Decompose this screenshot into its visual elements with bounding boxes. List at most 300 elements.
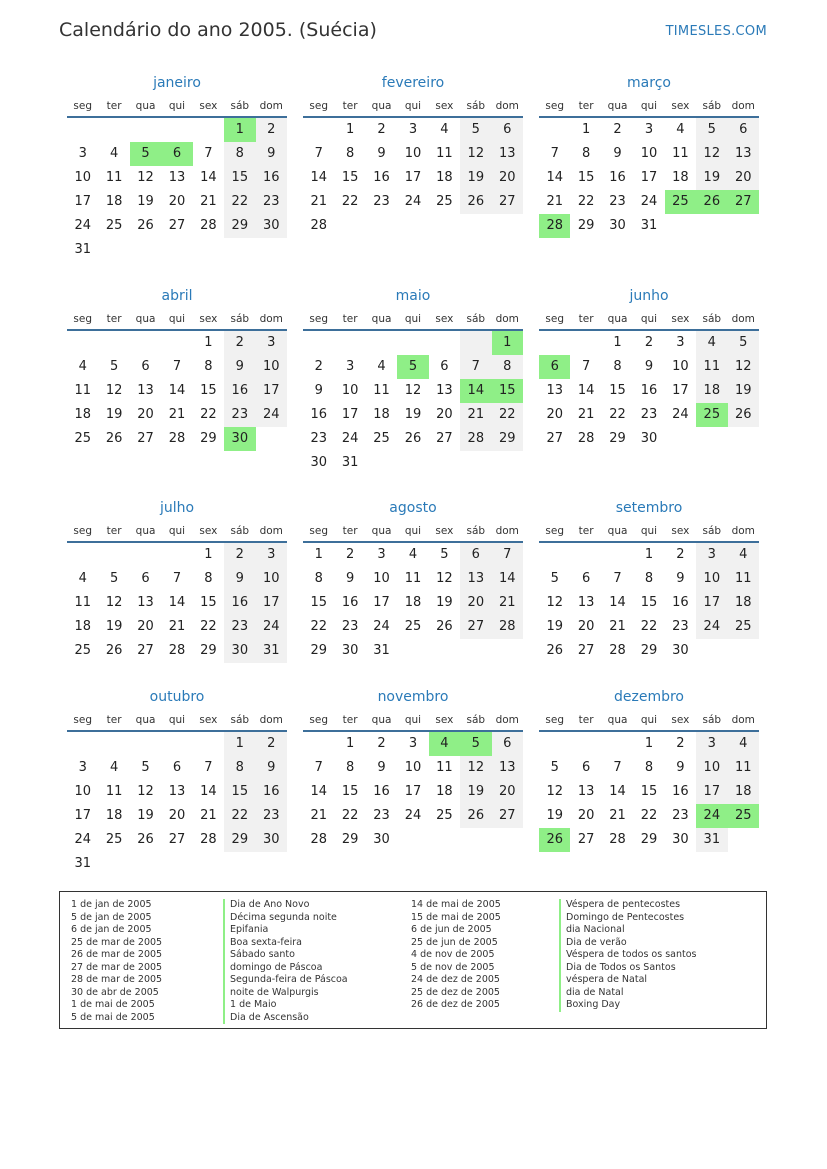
day-cell: 17	[404, 170, 422, 185]
day-cell: 18	[696, 379, 727, 403]
week-row	[67, 118, 287, 142]
holiday-name: Boxing Day	[559, 999, 696, 1012]
weekday-header	[303, 309, 523, 331]
day-cell: 6	[492, 732, 523, 756]
empty-day	[98, 543, 129, 567]
empty-day	[429, 214, 460, 238]
week-row	[303, 214, 523, 238]
day-cell: 31	[74, 242, 91, 257]
day-cell: 23	[256, 190, 287, 214]
holiday-dates-col-2	[411, 899, 501, 1012]
empty-day	[696, 639, 727, 663]
empty-day	[193, 852, 224, 876]
day-cell: 3	[676, 335, 685, 350]
holiday-names-col-2	[559, 899, 696, 1012]
day-cell: 28	[577, 431, 595, 446]
empty-day	[161, 118, 192, 142]
day-cell: 12	[404, 383, 422, 398]
month-janeiro	[67, 70, 287, 262]
weekday-header	[67, 521, 287, 543]
day-cell: 22	[341, 808, 359, 823]
day-cell: 31	[373, 643, 390, 658]
day-cell: 14	[546, 170, 563, 185]
day-cell: 3	[408, 736, 418, 751]
empty-day	[161, 543, 192, 567]
week-row	[303, 142, 523, 166]
day-cell: 28	[492, 615, 523, 639]
day-cell: 12	[460, 142, 491, 166]
day-cell: 12	[696, 142, 727, 166]
day-cell: 5	[141, 760, 150, 775]
day-cell: 24	[341, 431, 359, 446]
day-cell: 24	[404, 194, 422, 209]
month-name: outubro	[149, 689, 205, 705]
empty-day	[224, 238, 255, 262]
weekday-header	[539, 710, 759, 732]
day-cell: 14	[310, 170, 327, 185]
day-cell: 9	[345, 571, 355, 586]
day-cell: 12	[546, 595, 563, 610]
day-cell: 10	[373, 571, 390, 586]
day-cell: 1	[204, 547, 213, 562]
empty-day	[366, 331, 397, 355]
holiday-date: 25 de jun de 2005	[411, 936, 498, 948]
day-cell: 24	[74, 832, 91, 847]
day-cell: 23	[640, 407, 658, 422]
holiday-dates-col-1	[71, 899, 162, 1024]
day-cell: 3	[408, 122, 418, 137]
weekday-label: qua	[607, 313, 628, 325]
day-cell: 28	[200, 832, 217, 847]
month-setembro	[539, 495, 759, 663]
day-cell: 16	[224, 379, 255, 403]
day-cell: 8	[644, 571, 654, 586]
day-cell: 6	[581, 760, 591, 775]
day-cell: 8	[345, 146, 355, 161]
holiday-date: 14 de mai de 2005	[411, 899, 501, 910]
day-cell: 19	[546, 808, 563, 823]
day-cell: 27	[137, 431, 154, 446]
day-cell: 11	[436, 146, 453, 161]
day-cell: 24	[373, 619, 390, 634]
day-cell: 9	[256, 756, 287, 780]
day-cell: 8	[224, 756, 255, 780]
day-cell: 22	[640, 808, 658, 823]
empty-day	[429, 639, 460, 663]
day-cell: 14	[310, 784, 327, 799]
week-row	[539, 804, 759, 828]
weekday-label: sex	[671, 525, 690, 537]
empty-day	[397, 639, 428, 663]
holiday-date: 28 de mar de 2005	[71, 974, 163, 985]
day-cell: 20	[728, 166, 759, 190]
day-cell: 7	[314, 760, 323, 775]
day-cell: 16	[224, 591, 255, 615]
holiday-date: 26 de dez de 2005	[411, 999, 500, 1010]
day-cell: 25	[436, 808, 453, 823]
day-cell: 12	[546, 784, 563, 799]
day-cell: 3	[78, 146, 87, 161]
holiday-name: dia de Natal	[559, 987, 696, 1000]
day-cell: 10	[404, 146, 422, 161]
day-cell: 18	[105, 194, 123, 209]
week-row	[303, 403, 523, 427]
day-cell: 13	[577, 595, 595, 610]
day-cell: 19	[546, 619, 563, 634]
empty-day	[67, 331, 98, 355]
day-cell: 2	[224, 331, 255, 355]
empty-day	[602, 543, 633, 567]
weekday-label: sex	[435, 313, 454, 325]
weekday-header	[303, 96, 523, 118]
day-cell: 27	[168, 218, 186, 233]
empty-day	[303, 331, 334, 355]
week-row	[67, 379, 287, 403]
day-cell: 10	[640, 146, 658, 161]
week-row	[67, 756, 287, 780]
weekday-label: qua	[607, 525, 628, 537]
empty-day	[397, 828, 428, 852]
day-cell: 10	[74, 170, 91, 185]
empty-day	[161, 852, 192, 876]
week-row	[67, 615, 287, 639]
holiday-name: Dia de Ascensão	[223, 1012, 348, 1025]
holiday-names-col-1	[223, 899, 348, 1024]
day-cell: 7	[172, 359, 182, 374]
day-cell: 12	[436, 571, 453, 586]
holiday-date: 1 de mai de 2005	[71, 999, 155, 1010]
weekday-label: sex	[435, 525, 454, 537]
day-cell: 21	[577, 407, 595, 422]
day-cell: 15	[224, 780, 255, 804]
day-cell: 26	[460, 804, 491, 828]
day-cell: 6	[440, 359, 449, 374]
day-cell: 2	[314, 359, 323, 374]
day-cell: 16	[672, 595, 689, 610]
weekday-label: ter	[578, 525, 594, 537]
holiday-name: Décima segunda noite	[223, 912, 348, 925]
day-cell: 19	[137, 808, 154, 823]
day-cell: 4	[408, 547, 418, 562]
day-cell: 11	[404, 571, 422, 586]
empty-day	[130, 238, 161, 262]
day-cell: 11	[436, 760, 453, 775]
day-cell: 19	[105, 619, 123, 634]
weekday-label: ter	[342, 714, 358, 726]
weekday-label: seg	[545, 313, 565, 325]
weekday-label: dom	[259, 313, 283, 325]
empty-day	[256, 238, 287, 262]
day-cell: 3	[377, 547, 386, 562]
day-cell: 28	[609, 643, 626, 658]
holiday-name: Segunda-feira de Páscoa	[223, 974, 348, 987]
day-cell: 2	[256, 732, 287, 756]
day-cell: 16	[310, 407, 327, 422]
day-cell: 13	[728, 142, 759, 166]
day-cell: 31	[341, 455, 359, 470]
month-name: fevereiro	[381, 75, 445, 91]
weekday-label: seg	[309, 100, 329, 112]
holiday-name: Boa sexta-feira	[223, 937, 348, 950]
empty-day	[98, 118, 129, 142]
empty-day	[67, 543, 98, 567]
day-cell: 18	[672, 170, 689, 185]
weekday-label: qua	[607, 714, 628, 726]
day-cell: 26	[436, 619, 453, 634]
empty-day	[256, 852, 287, 876]
day-cell: 7	[172, 571, 182, 586]
day-cell: 29	[341, 832, 359, 847]
holiday-date: 25 de dez de 2005	[411, 986, 500, 998]
empty-day	[539, 543, 570, 567]
day-cell: 9	[644, 359, 654, 374]
day-cell: 13	[168, 784, 186, 799]
day-cell: 27	[137, 643, 154, 658]
day-cell: 12	[105, 383, 123, 398]
holiday-name: domingo de Páscoa	[223, 962, 348, 975]
day-cell: 10	[256, 567, 287, 591]
weekday-label: dom	[495, 100, 519, 112]
month-outubro	[67, 684, 287, 876]
day-cell: 2	[676, 736, 685, 751]
day-cell: 6	[492, 118, 523, 142]
day-cell: 25	[404, 619, 422, 634]
empty-day	[728, 427, 759, 451]
month-name: março	[627, 75, 671, 91]
day-cell: 24	[404, 808, 422, 823]
empty-day	[570, 732, 601, 756]
day-cell: 20	[577, 619, 595, 634]
holiday-date: 4 de nov de 2005	[411, 949, 495, 960]
week-row	[303, 567, 523, 591]
day-cell: 14	[609, 784, 626, 799]
day-cell: 9	[224, 567, 255, 591]
weekday-label: ter	[106, 714, 122, 726]
day-cell: 25	[74, 643, 91, 658]
week-row	[539, 379, 759, 403]
holiday-day: 5	[397, 355, 428, 379]
day-cell: 29	[577, 218, 595, 233]
weekday-header	[303, 710, 523, 732]
day-cell: 6	[141, 359, 150, 374]
month-name: junho	[629, 288, 669, 304]
day-cell: 4	[676, 122, 685, 137]
week-row	[303, 451, 523, 475]
day-cell: 21	[609, 808, 626, 823]
day-cell: 2	[224, 543, 255, 567]
holiday-day: 25	[665, 190, 696, 214]
week-row	[303, 331, 523, 355]
day-cell: 28	[168, 643, 186, 658]
day-cell: 1	[345, 122, 355, 137]
day-cell: 27	[492, 804, 523, 828]
holiday-name: Epifania	[223, 924, 348, 937]
day-cell: 17	[74, 808, 91, 823]
day-cell: 28	[168, 431, 186, 446]
empty-day	[161, 331, 192, 355]
day-cell: 2	[377, 122, 386, 137]
day-cell: 19	[696, 166, 727, 190]
holiday-name: Domingo de Pentecostes	[559, 912, 696, 925]
empty-day	[366, 451, 397, 475]
empty-day	[429, 828, 460, 852]
holiday-day: 6	[161, 142, 192, 166]
weekday-label: qui	[168, 100, 186, 112]
day-cell: 11	[696, 355, 727, 379]
week-row	[303, 543, 523, 567]
day-cell: 26	[460, 190, 491, 214]
month-dezembro	[539, 684, 759, 852]
day-cell: 4	[728, 732, 759, 756]
day-cell: 18	[728, 591, 759, 615]
empty-day	[460, 639, 491, 663]
day-cell: 17	[256, 591, 287, 615]
day-cell: 9	[613, 146, 622, 161]
weekday-label: seg	[73, 313, 93, 325]
day-cell: 13	[460, 567, 491, 591]
weekday-label: seg	[545, 714, 565, 726]
week-row	[303, 591, 523, 615]
day-cell: 22	[224, 190, 255, 214]
holiday-date: 5 de mai de 2005	[71, 1011, 155, 1023]
brand-link[interactable]: TIMESLES.COM	[665, 24, 767, 39]
day-cell: 7	[460, 355, 491, 379]
weekday-header	[539, 96, 759, 118]
holiday-date: 15 de mai de 2005	[411, 911, 501, 923]
empty-day	[728, 828, 759, 852]
week-row	[539, 214, 759, 238]
month-name: dezembro	[614, 689, 684, 705]
week-row	[303, 166, 523, 190]
day-cell: 29	[224, 828, 255, 852]
weekday-label: sex	[199, 714, 218, 726]
day-cell: 25	[74, 431, 91, 446]
day-cell: 16	[640, 383, 658, 398]
day-cell: 18	[436, 784, 453, 799]
day-cell: 18	[74, 407, 91, 422]
month-junho	[539, 283, 759, 451]
weekday-label: ter	[342, 313, 358, 325]
week-row	[303, 756, 523, 780]
month-maio	[303, 283, 523, 475]
day-cell: 27	[168, 832, 186, 847]
day-cell: 30	[310, 455, 327, 470]
weekday-label: qua	[135, 714, 156, 726]
day-cell: 11	[74, 383, 91, 398]
day-cell: 1	[345, 736, 355, 751]
week-row	[539, 828, 759, 852]
day-cell: 8	[224, 142, 255, 166]
weekday-label: qui	[404, 525, 422, 537]
day-cell: 7	[314, 146, 323, 161]
holiday-name: Dia de Todos os Santos	[559, 962, 696, 975]
empty-day	[303, 118, 334, 142]
day-cell: 15	[577, 170, 595, 185]
day-cell: 11	[373, 383, 390, 398]
day-cell: 2	[644, 335, 654, 350]
day-cell: 5	[460, 118, 491, 142]
month-name: agosto	[389, 500, 437, 516]
day-cell: 21	[310, 808, 327, 823]
day-cell: 3	[256, 331, 287, 355]
day-cell: 13	[546, 383, 563, 398]
day-cell: 23	[373, 194, 390, 209]
holiday-date: 24 de dez de 2005	[411, 974, 500, 985]
weekday-header	[67, 309, 287, 331]
day-cell: 17	[404, 784, 422, 799]
month-abril	[67, 283, 287, 451]
weekday-label: qui	[168, 525, 186, 537]
day-cell: 26	[137, 832, 154, 847]
weekday-label: sex	[671, 714, 690, 726]
day-cell: 25	[728, 615, 759, 639]
empty-day	[130, 852, 161, 876]
weekday-label: dom	[731, 525, 755, 537]
day-cell: 24	[256, 403, 287, 427]
day-cell: 20	[168, 194, 186, 209]
week-row	[539, 166, 759, 190]
day-cell: 15	[609, 383, 626, 398]
week-row	[67, 355, 287, 379]
holiday-day: 25	[728, 804, 759, 828]
day-cell: 3	[644, 122, 654, 137]
day-cell: 5	[109, 571, 119, 586]
week-row	[67, 403, 287, 427]
empty-day	[492, 451, 523, 475]
day-cell: 25	[105, 832, 123, 847]
day-cell: 9	[676, 760, 685, 775]
empty-day	[492, 214, 523, 238]
day-cell: 21	[200, 808, 217, 823]
day-cell: 28	[609, 832, 626, 847]
empty-day	[696, 427, 727, 451]
day-cell: 16	[256, 166, 287, 190]
day-cell: 4	[696, 331, 727, 355]
day-cell: 27	[492, 190, 523, 214]
empty-day	[728, 639, 759, 663]
weekday-label: sáb	[230, 100, 250, 112]
empty-day	[193, 238, 224, 262]
day-cell: 5	[728, 331, 759, 355]
weekday-label: sáb	[466, 313, 486, 325]
day-cell: 12	[728, 355, 759, 379]
day-cell: 17	[256, 379, 287, 403]
holiday-day: 5	[130, 142, 161, 166]
day-cell: 13	[577, 784, 595, 799]
weekday-label: dom	[731, 714, 755, 726]
day-cell: 31	[74, 856, 91, 871]
day-cell: 29	[609, 431, 626, 446]
day-cell: 5	[440, 547, 449, 562]
empty-day	[696, 214, 727, 238]
week-row	[539, 403, 759, 427]
day-cell: 22	[609, 407, 626, 422]
week-row	[539, 732, 759, 756]
day-cell: 27	[546, 431, 563, 446]
day-cell: 30	[341, 643, 359, 658]
day-cell: 4	[109, 146, 119, 161]
month-março	[539, 70, 759, 238]
day-cell: 22	[224, 804, 255, 828]
day-cell: 9	[314, 383, 323, 398]
day-cell: 8	[314, 571, 323, 586]
day-cell: 28	[310, 218, 327, 233]
day-cell: 16	[256, 780, 287, 804]
holiday-day: 4	[429, 732, 460, 756]
empty-day	[602, 732, 633, 756]
day-cell: 24	[696, 615, 727, 639]
day-cell: 5	[550, 571, 559, 586]
